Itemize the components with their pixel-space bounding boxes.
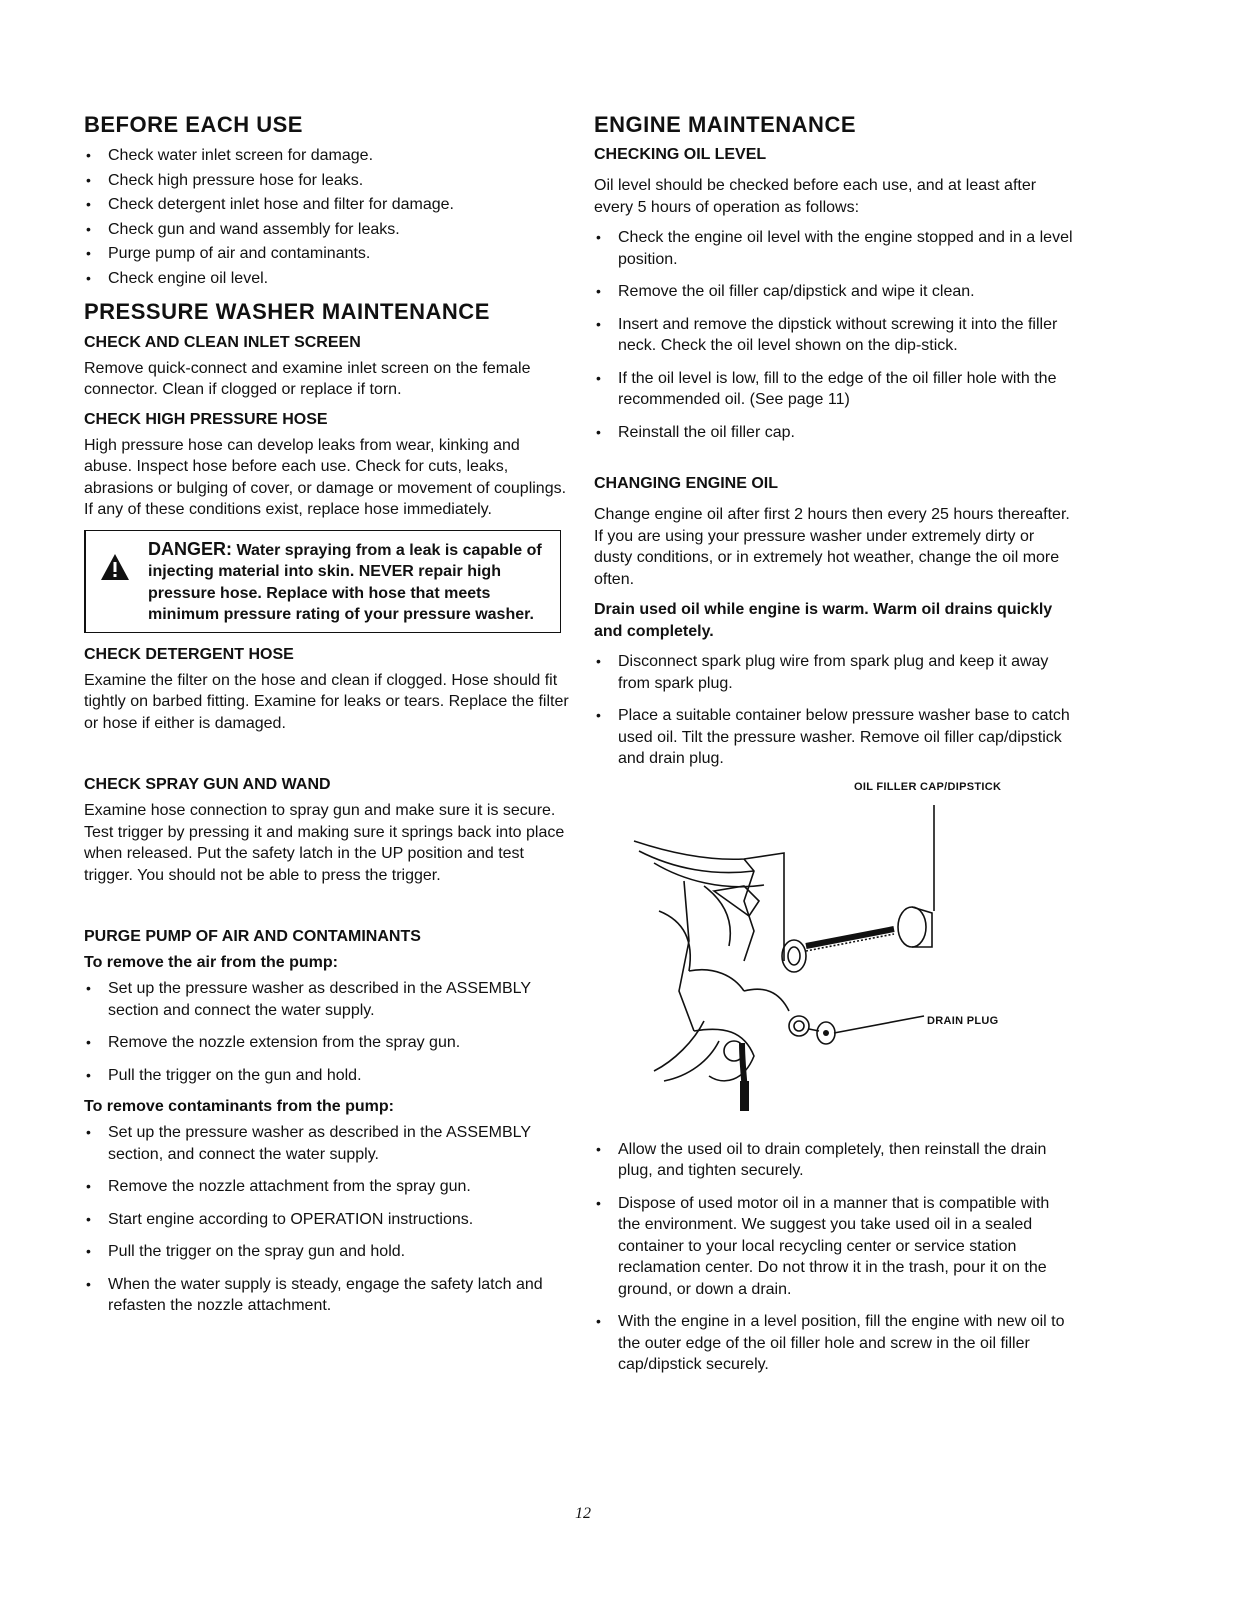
before-each-use-heading: BEFORE EACH USE [84,112,303,137]
list-item: • Check engine oil level. [86,269,269,287]
list-item: • Check high pressure hose for leaks. [86,171,364,189]
remove-contaminants-title: To remove contaminants from the pump: [84,1098,394,1116]
detergent-hose-title: CHECK DETERGENT HOSE [84,645,294,663]
changing-oil-list-after [594,1139,1074,1376]
danger-text: Water spraying from a leak is capable of injecting material into skin. NEVER repair high pressure hose. Replace with hose that meets minimum pressure rating of your pressure washer. [148,541,542,624]
changing-oil-list-before [594,651,1074,770]
list-item: • If the oil level is low, fill to the edge of the oil filler hole with the recommended oil. (See page 11) [596,369,1057,409]
oil-drain-illustration [594,781,1074,1131]
list-item: • Remove the nozzle extension from the spray gun. [86,1034,461,1052]
list-item: • Set up the pressure washer as described in the ASSEMBLY section, and connect the water supply. [86,1124,531,1163]
list-item: • Reinstall the oil filler cap. [596,423,795,441]
list-item: • Pull the trigger on the gun and hold. [86,1066,362,1084]
list-item: • Insert and remove the dipstick without screwing it into the filler neck. Check the oil level shown on the dip-stick. [596,315,1058,355]
changing-oil-warning: Drain used oil while engine is warm. Warm oil drains quickly and completely. [594,601,1053,640]
danger-label: DANGER: [148,538,232,559]
list-item: • Set up the pressure washer as described in the ASSEMBLY section and connect the water supply. [86,980,531,1019]
list-item: • Check the engine oil level with the engine stopped and in a level position. [596,229,1073,268]
list-item: • Start engine according to OPERATION instructions. [86,1210,474,1228]
remove-air-title: To remove the air from the pump: [84,954,338,972]
left-column [84,112,570,1328]
list-item: • Allow the used oil to drain completely, then reinstall the drain plug, and tighten securely. [596,1140,1047,1180]
changing-oil-title: CHANGING ENGINE OIL [594,475,779,493]
oil-filler-callout: OIL FILLER CAP/DIPSTICK [854,780,1002,793]
high-pressure-hose-text: High pressure hose can develop leaks from wear, kinking and abuse. Inspect hose before each use. Check for cuts, leaks, abrasions or bulging of cover, or damage or movement of couplings. If any of these conditions exist, replace hose immediately. [84,436,567,519]
danger-notice [84,530,561,633]
list-item: • Check detergent inlet hose and filter for damage. [86,196,454,214]
high-pressure-hose-title: CHECK HIGH PRESSURE HOSE [84,410,328,428]
engine-illustration [594,781,1074,1131]
list-item: • Check gun and wand assembly for leaks. [86,220,400,238]
list-item: • Disconnect spark plug wire from spark plug and keep it away from spark plug. [596,653,1049,692]
list-item: • Remove the nozzle attachment from the spray gun. [86,1178,471,1196]
list-item: • Check water inlet screen for damage. [86,147,374,165]
checking-oil-list [594,227,1074,443]
right-column [594,112,1074,1387]
list-item: • With the engine in a level position, fill the engine with new oil to the outer edge of the oil filler hole and screw in the oil filler cap/dipstick securely. [596,1313,1065,1374]
detergent-hose-text: Examine the filter on the hose and clean if clogged. Hose should fit tightly on barbed fitting. Examine for leaks or tears. Replace the filter or hose if either is damaged. [84,671,569,732]
list-item: • Dispose of used motor oil in a manner that is compatible with the environment. We suggest you take used oil in a sealed container to your local recycling center or service station reclamation center. Do not throw it in the trash, pour it on the ground, or down a drain. [596,1194,1050,1298]
list-item: • When the water supply is steady, engage the safety latch and refasten the nozzle attachment. [86,1275,543,1315]
list-item: • Pull the trigger on the spray gun and hold. [86,1243,406,1261]
inlet-screen-title: CHECK AND CLEAN INLET SCREEN [84,333,361,351]
changing-oil-text: Change engine oil after first 2 hours then every 25 hours thereafter. If you are using your pressure washer under extremely dirty or dusty conditions, or in extremely hot weather, change the oil more often. [594,506,1070,588]
remove-contaminants-list [84,1122,570,1317]
inlet-screen-text: Remove quick-connect and examine inlet screen on the female connector. Clean if clogged or replace if torn. [84,359,531,399]
before-each-use-list [84,145,570,289]
checking-oil-text: Oil level should be checked before each use, and at least after every 5 hours of operation as follows: [594,177,1037,216]
pressure-washer-maintenance-heading: PRESSURE WASHER MAINTENANCE [84,299,490,325]
page-number: 12 [575,1505,591,1522]
checking-oil-title: CHECKING OIL LEVEL [594,146,767,164]
list-item: • Purge pump of air and contaminants. [86,245,371,263]
remove-air-list [84,978,570,1086]
warning-triangle-icon [100,553,130,586]
spray-gun-text: Examine hose connection to spray gun and make sure it is secure. Test trigger by pressing it and making sure it springs back into place when released. Put the safety latch in the UP position and test trigger. You should not be able to press the trigger. [84,802,565,884]
engine-maintenance-heading: ENGINE MAINTENANCE [594,112,857,137]
list-item: • Place a suitable container below pressure washer base to catch used oil. Tilt the pressure washer. Remove oil filler cap/dipstick and drain plug. [596,707,1070,768]
spray-gun-title: CHECK SPRAY GUN AND WAND [84,776,331,794]
list-item: • Remove the oil filler cap/dipstick and wipe it clean. [596,283,975,301]
purge-pump-title: PURGE PUMP OF AIR AND CONTAMINANTS [84,928,421,946]
drain-plug-callout: DRAIN PLUG [927,1014,999,1027]
